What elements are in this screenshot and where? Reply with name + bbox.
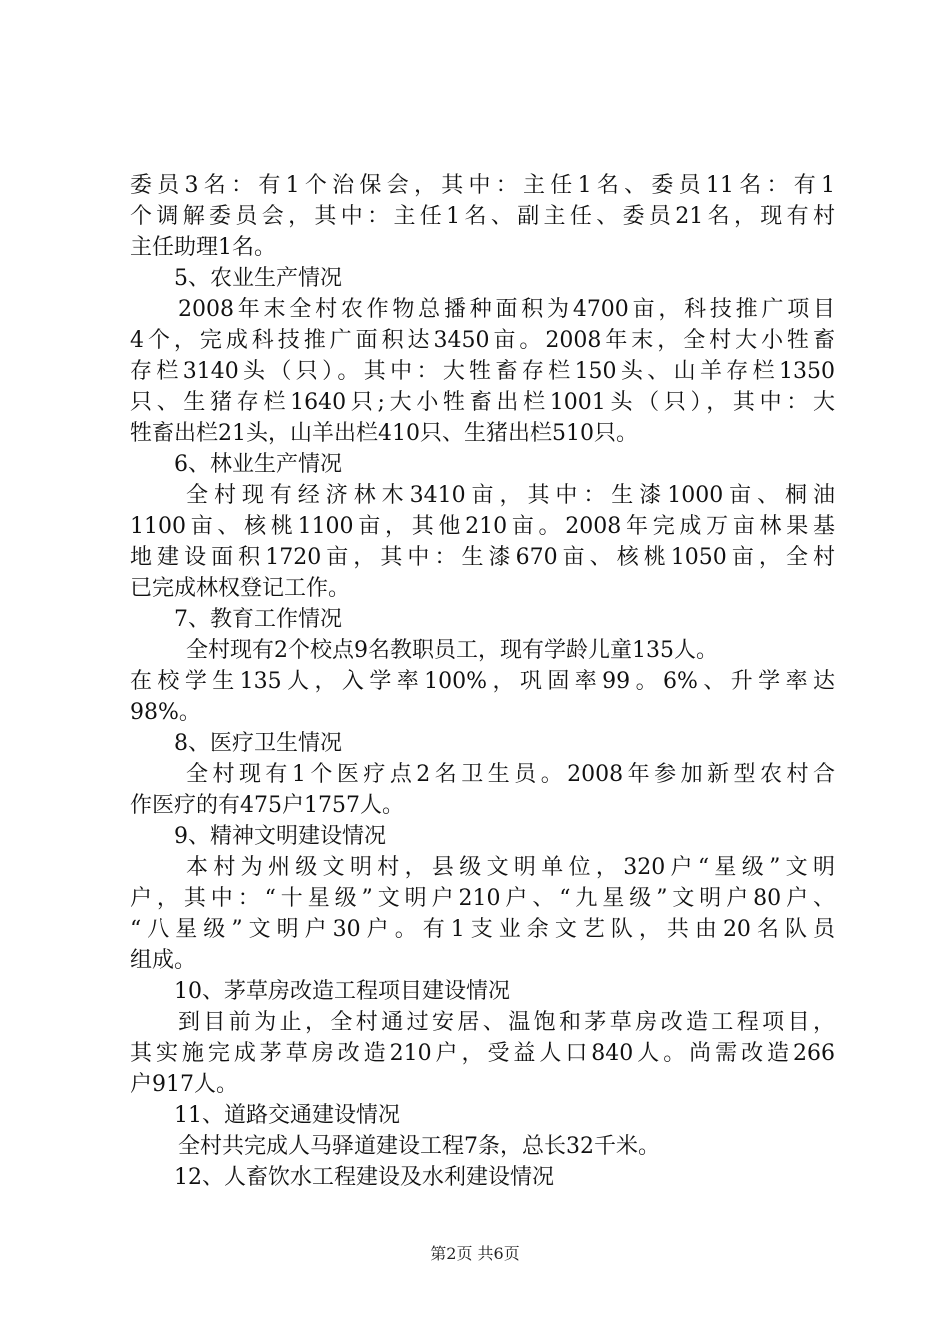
section-heading: 6、林业生产情况: [174, 452, 342, 477]
section-heading: 12、人畜饮水工程建设及水利建设情况: [174, 1165, 554, 1190]
section-heading: 5、农业生产情况: [174, 266, 342, 291]
body-line: 只、生猪存栏1640只;大小牲畜出栏1001头（只），其中：大: [130, 390, 835, 415]
body-line: 已完成林权登记工作。: [130, 576, 351, 601]
body-line: 户917人。: [130, 1072, 238, 1097]
section-heading: 9、精神文明建设情况: [174, 824, 386, 849]
body-line: 4个，完成科技推广面积达3450亩。2008年末，全村大小牲畜: [130, 328, 835, 353]
section-heading: 8、医疗卫生情况: [174, 731, 342, 756]
body-line: 1100亩、核桃1100亩，其他210亩。2008年完成万亩林果基: [130, 514, 835, 539]
body-line: 地建设面积1720亩，其中：生漆670亩、核桃1050亩，全村: [130, 545, 835, 570]
body-line: 到目前为止，全村通过安居、温饱和茅草房改造工程项目，: [178, 1010, 835, 1035]
body-line: 委员3名：有1个治保会，其中：主任1名、委员11名：有1: [130, 173, 835, 198]
body-line: 作医疗的有475户1757人。: [130, 793, 404, 818]
body-line: 组成。: [130, 948, 197, 973]
body-line: 全村现有1个医疗点2名卫生员。2008年参加新型农村合: [186, 762, 835, 787]
page-number-footer: 第2页 共6页: [430, 1244, 520, 1263]
body-line: 全村现有2个校点9名教职员工，现有学龄儿童135人。: [186, 638, 718, 663]
body-line: 2008年末全村农作物总播种面积为4700亩，科技推广项目: [178, 297, 835, 322]
body-line: 主任助理1名。: [130, 235, 276, 260]
body-line: 个调解委员会，其中：主任1名、副主任、委员21名，现有村: [130, 204, 835, 229]
body-line: 在校学生135人，入学率100%，巩固率99。6%、升学率达: [130, 669, 835, 694]
body-line: 全村现有经济林木3410亩，其中：生漆1000亩、桐油: [186, 483, 835, 508]
body-line: 存栏3140头（只）。其中：大牲畜存栏150头、山羊存栏1350: [130, 359, 835, 384]
body-line: 98%。: [130, 700, 201, 725]
body-line: 全村共完成人马驿道建设工程7条，总长32千米。: [178, 1134, 660, 1159]
body-line: 户，其中：“十星级”文明户210户、“九星级”文明户80户、: [130, 886, 835, 911]
section-heading: 10、茅草房改造工程项目建设情况: [174, 979, 510, 1004]
section-heading: 11、道路交通建设情况: [174, 1103, 400, 1128]
body-line: “八星级”文明户30户。有1支业余文艺队，共由20名队员: [130, 917, 835, 942]
section-heading: 7、教育工作情况: [174, 607, 342, 632]
body-line: 其实施完成茅草房改造210户，受益人口840人。尚需改造266: [130, 1041, 835, 1066]
document-body: [130, 170, 835, 1193]
body-line: 牲畜出栏21头，山羊出栏410只、生猪出栏510只。: [130, 421, 638, 446]
body-line: 本村为州级文明村，县级文明单位，320户“星级”文明: [186, 855, 835, 880]
